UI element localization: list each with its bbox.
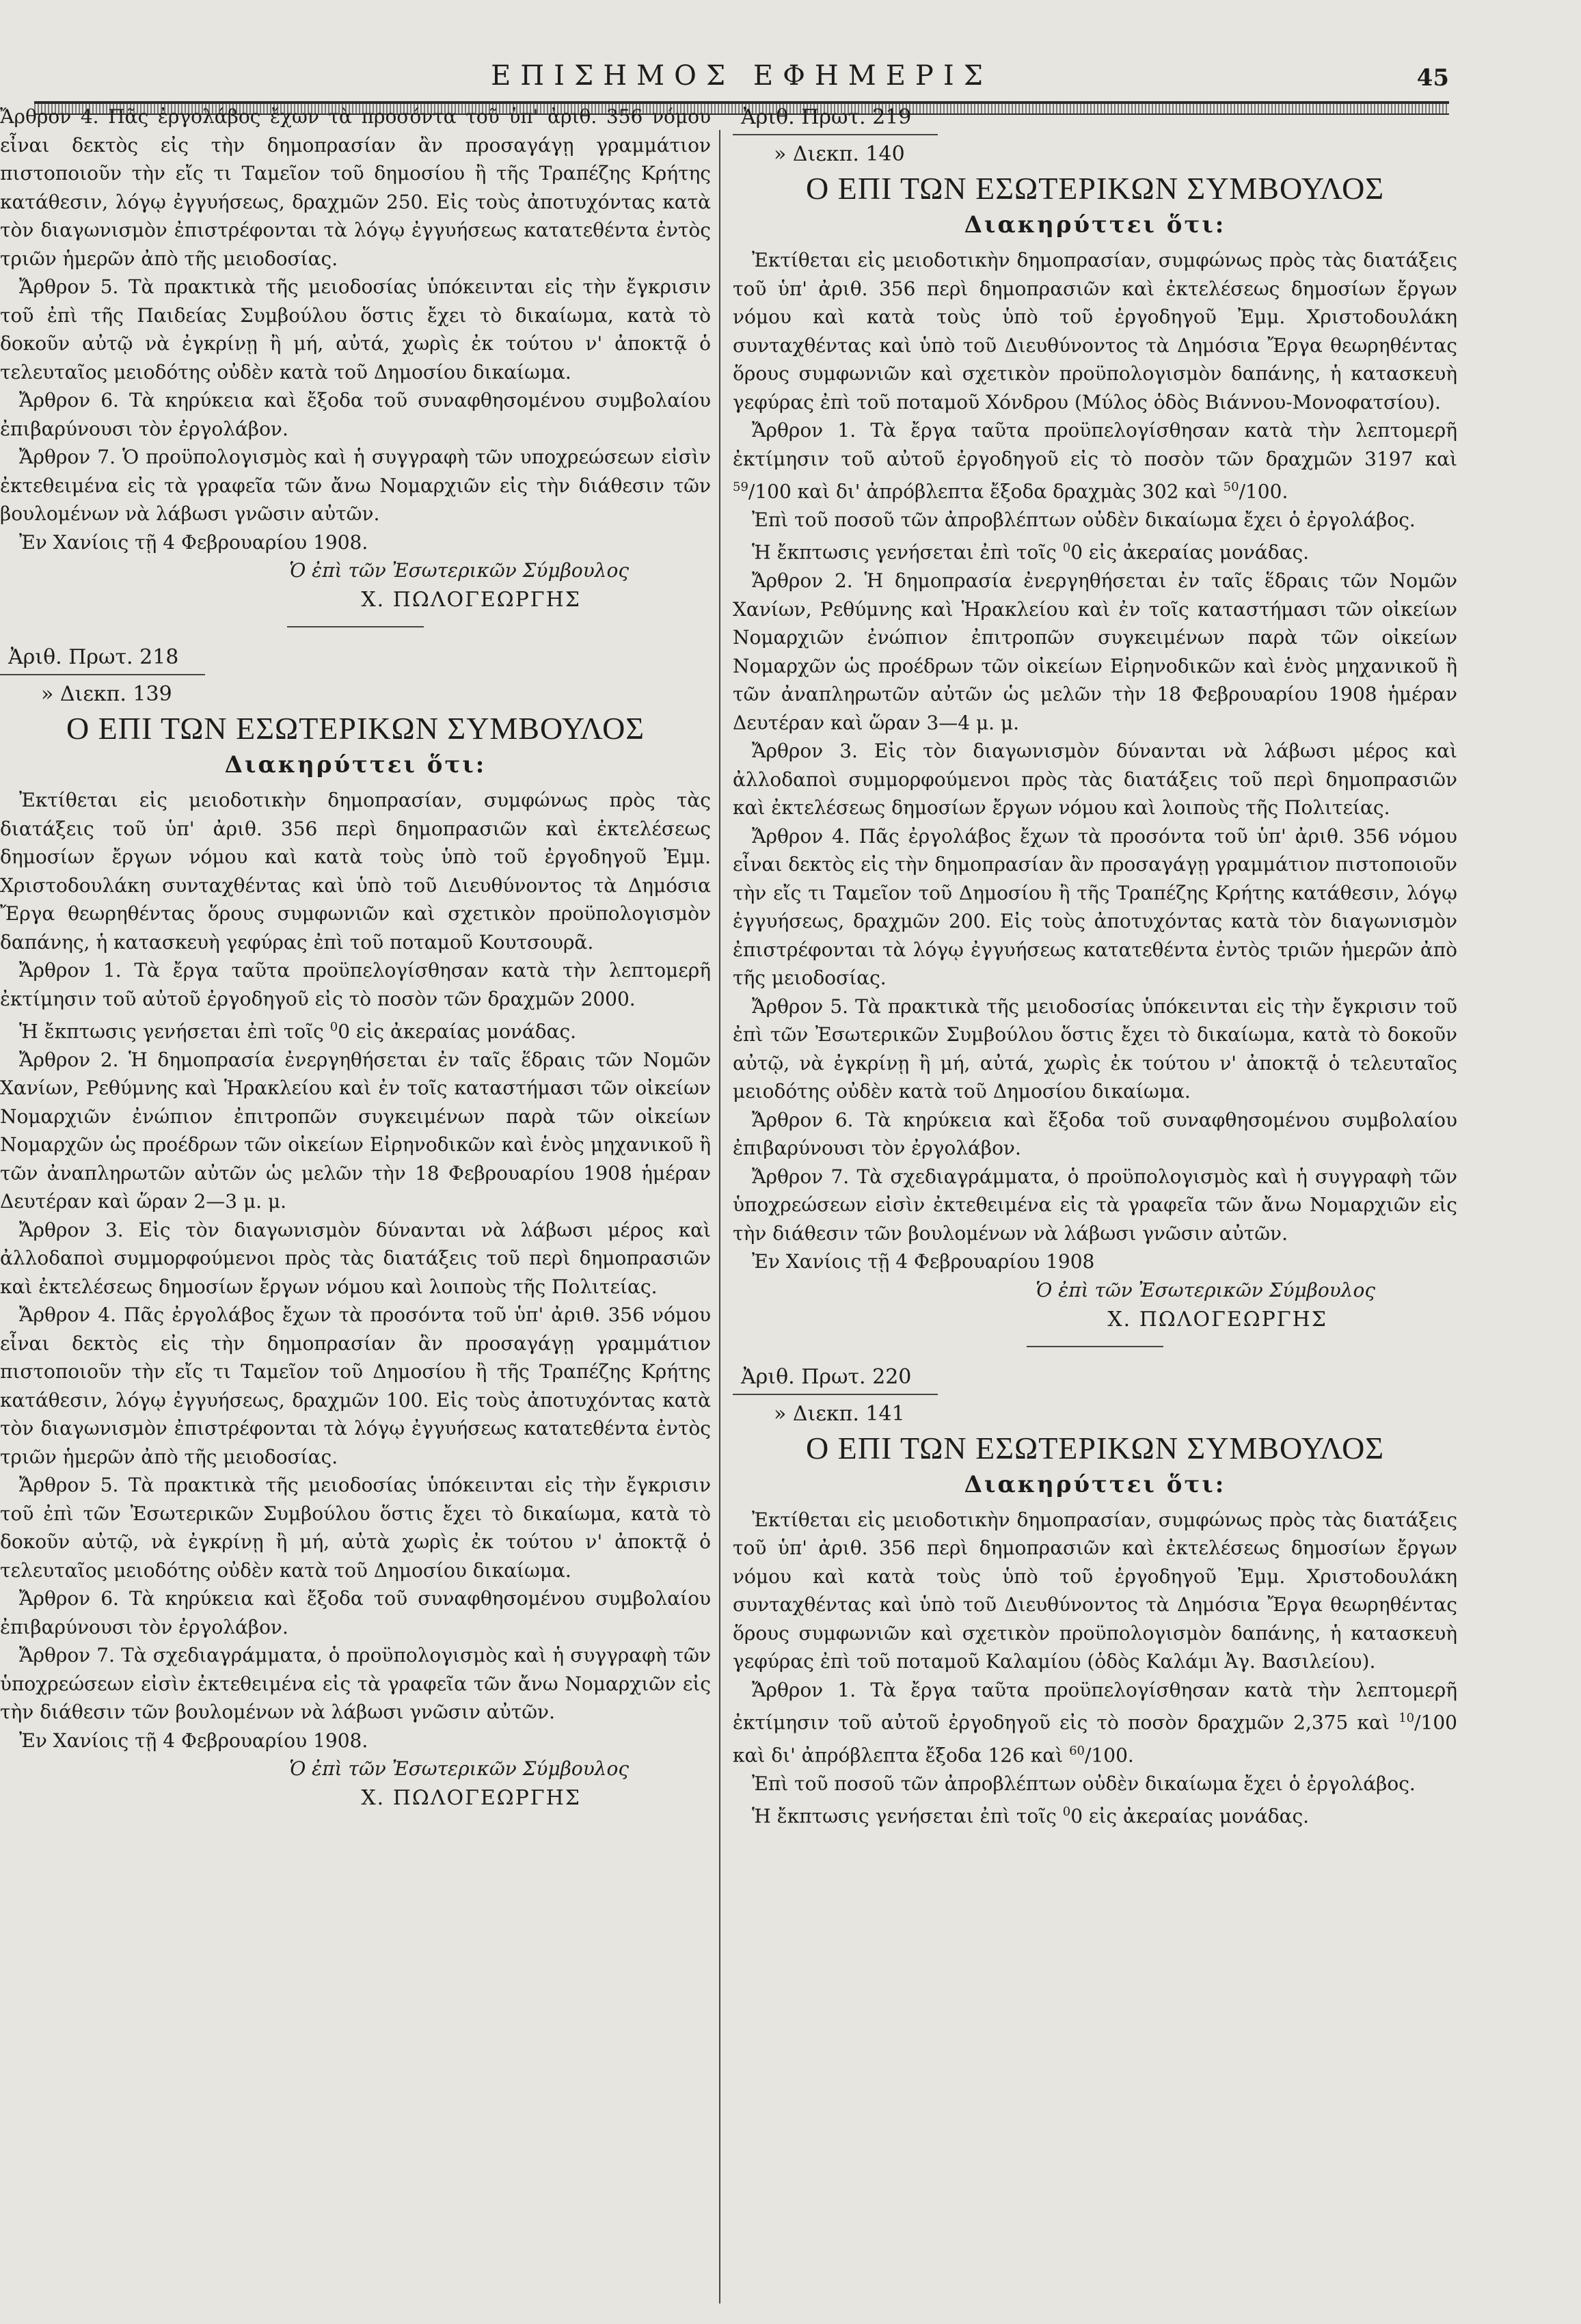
notice-announcement: Διακηρύττει ὅτι:: [964, 1470, 1226, 1498]
protocol-rule: [0, 674, 205, 675]
article-paragraph: [733, 1676, 1457, 1770]
text-fragment: /100 καὶ δι' ἀπρόβλεπτα ἔξοδα 126 καὶ: [733, 1711, 1457, 1767]
article-paragraph: Ἄρθρον 5. Τὰ πρακτικὰ τῆς μειοδοσίας ὑπόκεινται εἰς τὴν ἔγκρισιν τοῦ ἐπὶ τῆς Παιδείας Συμβούλου ὅστις ἔχει τὸ δικαίωμα, κατὰ τὸ δοκοῦν αὐτῷ νὰ ἐγκρίνῃ ἢ μή, αὐτά, χωρὶς ἐκ τούτου ν' ἀποκτᾷ ὁ τελευταῖος μειοδότης οὐδὲν κατὰ τοῦ Δημοσίου δικαίωμα.: [0, 275, 711, 383]
article-paragraph: Ἐκτίθεται εἰς μειοδοτικὴν δημοπρασίαν, συμφώνως πρὸς τὰς διατάξεις τοῦ ὑπ' ἀριθ. 356 περὶ δημοπρασιῶν καὶ ἐκτελέσεως δημοσίων ἔργων νόμου καὶ κατὰ τοὺς ὑπὸ τοῦ ἐργοδηγοῦ Ἐμμ. Χριστοδουλάκη συνταχθέντας καὶ ὑπὸ τοῦ Διευθύνοντος τὰ Δημόσια Ἔργα θεωρηθέντας ὅρους συμφωνιῶν καὶ σχετικὸν προϋπολογισμὸν δαπάνης, ἡ κατασκευὴ γεφύρας ἐπὶ τοῦ ποταμοῦ Χόνδρου (Μύλος ὁδὸς Βιάννου-Μονοφατσίου).: [733, 249, 1457, 414]
gazette-title: ΕΠΙΣΗΜΟΣ ΕΦΗΜΕΡΙΣ: [491, 60, 992, 92]
article-paragraph: Ἄρθρον 7. Τὰ σχεδιαγράμματα, ὁ προϋπολογισμὸς καὶ ἡ συγγραφὴ τῶν ὑποχρεώσεων εἰσὶν ἐκτεθειμένα εἰς τὰ γραφεῖα τῶν ἄνω Νομαρχιῶν εἰς τὴν διάθεσιν τῶν βουλομένων νὰ λάβωσι γνῶσιν αὐτῶν.: [733, 1165, 1457, 1245]
text-fragment: Ἡ ἔκπτωσις γενήσεται ἐπὶ τοῖς: [19, 1020, 330, 1043]
superscript: 60: [1069, 1743, 1085, 1758]
article-paragraph: [733, 534, 1457, 567]
article-paragraph: [733, 1798, 1457, 1830]
article-paragraph: Ἄρθρον 4. Πᾶς ἐργολάβος ἔχων τὰ προσόντα τοῦ ὑπ' ἀριθ. 356 νόμου εἶναι δεκτὸς εἰς τὴν δημοπρασίαν ἂν προσαγάγῃ γραμμάτιον πιστοποιοῦν τὴν εἴς τι Ταμεῖον τοῦ Δημοσίου ἢ τῆς Τραπέζης Κρήτης κατάθεσιν, λόγῳ ἐγγυήσεως, δραχμῶν 100. Εἰς τοὺς ἀποτυχόντας κατὰ τὸν διαγωνισμὸν ἐπιστρέφονται τὰ λόγῳ ἐγγυήσεως κατατεθέντα ἐντὸς τριῶν ἡμερῶν ἀπὸ τῆς μειοδοσίας.: [0, 1303, 711, 1468]
protocol-rule: [733, 1394, 938, 1395]
signature-title: Ὁ ἐπὶ τῶν Ἐσωτερικῶν Σύμβουλος: [289, 1757, 629, 1781]
protocol-number: Ἀριθ. Πρωτ. 218: [8, 645, 179, 669]
article-paragraph: Ἄρθρον 6. Τὰ κηρύκεια καὶ ἔξοδα τοῦ συναφθησομένου συμβολαίου ἐπιβαρύνουσι τὸν ἐργολάβον.: [0, 389, 711, 440]
superscript: 50: [1223, 480, 1239, 494]
article-paragraph: Ἄρθρον 3. Εἰς τὸν διαγωνισμὸν δύνανται νὰ λάβωσι μέρος καὶ ἀλλοδαποὶ συμμορφούμενοι πρὸς τὰς διατάξεις τοῦ περὶ δημοπρασιῶν καὶ ἐκτελέσεως δημοσίων ἔργων νόμου καὶ λοιποὺς τῆς Πολιτείας.: [733, 740, 1457, 820]
article-paragraph: Ἄρθρον 6. Τὰ κηρύκεια καὶ ἔξοδα τοῦ συναφθησομένου συμβολαίου ἐπιβαρύνουσι τὸν ἐργολάβον.: [0, 1587, 711, 1638]
superscript: 10: [1398, 1711, 1415, 1726]
article-paragraph: Ἐπὶ τοῦ ποσοῦ τῶν ἀπροβλέπτων οὐδὲν δικαίωμα ἔχει ὁ ἐργολάβος.: [752, 508, 1416, 531]
article-paragraph: Ἐπὶ τοῦ ποσοῦ τῶν ἀπροβλέπτων οὐδὲν δικαίωμα ἔχει ὁ ἐργολάβος.: [752, 1772, 1416, 1795]
notice-date: Ἐν Χανίοις τῇ 4 Φεβρουαρίου 1908: [752, 1250, 1095, 1273]
notice-title: Ο ΕΠΙ ΤΩΝ ΕΣΩΤΕΡΙΚΩΝ ΣΥΜΒΟΥΛΟΣ: [66, 711, 645, 746]
article-paragraph: Ἄρθρον 2. Ἡ δημοπρασία ἐνεργηθήσεται ἐν ταῖς ἕδραις τῶν Νομῶν Χανίων, Ρεθύμνης καὶ Ἡρακλείου καὶ ἐν τοῖς καταστήμασι τῶν οἰκείων Νομαρχιῶν ἐνώπιον ἐπιτροπῶν συγκειμένων παρὰ τῶν οἰκείων Νομαρχῶν ὡς προέδρων τῶν οἰκείων Εἰρηνοδικῶν καὶ ἑνὸς μηχανικοῦ ἢ τῶν ἀναπληρωτῶν αὐτῶν ὡς μελῶν τὴν 18 Φεβρουαρίου 1908 ἡμέραν Δευτέραν καὶ ὥραν 2—3 μ. μ.: [0, 1048, 711, 1213]
text-fragment: 0 εἰς ἀκεραίας μονάδας.: [338, 1020, 577, 1043]
notice-date: Ἐν Χανίοις τῇ 4 Φεβρουαρίου 1908.: [19, 530, 368, 554]
article-paragraph: Ἄρθρον 5. Τὰ πρακτικὰ τῆς μειοδοσίας ὑπόκεινται εἰς τὴν ἔγκρισιν τοῦ ἐπὶ τῶν Ἐσωτερικῶν Συμβούλου ὅστις ἔχει τὸ δικαίωμα, κατὰ τὸ δοκοῦν αὐτῷ, νὰ ἐγκρίνῃ ἢ μή, αὐτὰ χωρὶς ἐκ τούτου ν' ἀποκτᾷ ὁ τελευταῖος μειοδότης οὐδὲν κατὰ τοῦ Δημοσίου δικαίωμα.: [0, 1474, 711, 1582]
notice-announcement: Διακηρύττει ὅτι:: [224, 751, 487, 779]
notice-date: Ἐν Χανίοις τῇ 4 Φεβρουαρίου 1908.: [19, 1729, 368, 1752]
protocol-number: Ἀριθ. Πρωτ. 219: [741, 105, 912, 129]
signature-name: Χ. ΠΩΛΟΓΕΩΡΓΗΣ: [1107, 1307, 1327, 1332]
article-paragraph: Ἄρθρον 7. Ὁ προϋπολογισμὸς καὶ ἡ συγγραφὴ τῶν υποχρεώσεων εἰσὶν ἐκτεθειμένα εἰς τὰ γραφεῖα τῶν ἄνω Νομαρχιῶν εἰς τὴν διάθεσιν τῶν βουλομένων νὰ λάβωσι γνῶσιν αὐτῶν.: [0, 446, 711, 525]
article-paragraph: Ἄρθρον 2. Ἡ δημοπρασία ἐνεργηθήσεται ἐν ταῖς ἕδραις τῶν Νομῶν Χανίων, Ρεθύμνης καὶ Ἡρακλείου καὶ ἐν τοῖς καταστήμασι τῶν οἰκείων Νομαρχιῶν ἐνώπιον ἐπιτροπῶν συγκειμένων παρὰ τῶν οἰκείων Νομαρχῶν ὡς προέδρων τῶν οἰκείων Εἰρηνοδικῶν καὶ ἑνὸς μηχανικοῦ ἢ τῶν ἀναπληρωτῶν αὐτῶν ὡς μελῶν τὴν 18 Φεβρουαρίου 1908 ἡμέραν Δευτέραν καὶ ὥραν 3—4 μ. μ.: [733, 569, 1457, 734]
text-fragment: /100.: [1085, 1744, 1134, 1767]
notice-title: Ο ΕΠΙ ΤΩΝ ΕΣΩΤΕΡΙΚΩΝ ΣΥΜΒΟΥΛΟΣ: [805, 1430, 1385, 1465]
notice-announcement: Διακηρύττει ὅτι:: [964, 211, 1226, 239]
text-fragment: Ἡ ἔκπτωσις γενήσεται ἐπὶ τοῖς: [752, 541, 1063, 564]
article-paragraph: Ἄρθρον 4. Πᾶς ἐργολάβος ἔχων τὰ προσόντα τοῦ ὑπ' ἀριθ. 356 νόμου εἶναι δεκτὸς εἰς τὴν δημοπρασίαν ἂν προσαγάγῃ γραμμάτιον πιστοποιοῦν τὴν εἴς τι Ταμεῖον τοῦ Δημοσίου ἢ τῆς Τραπέζης Κρήτης κατάθεσιν, λόγῳ ἐγγυήσεως, δραχμῶν 200. Εἰς τοὺς ἀποτυχόντας κατὰ τὸν διαγωνισμὸν ἐπιστρέφονται τὰ λόγῳ ἐγγυήσεως κατατεθέντα ἐντὸς τριῶν ἡμερῶν ἀπὸ τῆς μειοδοσίας.: [733, 824, 1457, 990]
dispatch-number: » Διεκπ. 141: [774, 1401, 905, 1426]
column-divider: [719, 130, 720, 2303]
article-paragraph: Ἄρθρον 1. Τὰ ἔργα ταῦτα προϋπελογίσθησαν κατὰ τὴν λεπτομερῆ ἐκτίμησιν τοῦ αὐτοῦ ἐργοδηγοῦ εἰς τὸ ποσὸν τῶν δραχμῶν 2000.: [0, 959, 711, 1010]
page-number: 45: [1416, 64, 1449, 92]
article-paragraph: Ἐκτίθεται εἰς μειοδοτικὴν δημοπρασίαν, συμφώνως πρὸς τὰς διατάξεις τοῦ ὑπ' ἀριθ. 356 περὶ δημοπρασιῶν καὶ ἐκτελέσεως δημοσίων ἔργων νόμου καὶ κατὰ τοὺς ὑπὸ τοῦ ἐργοδηγοῦ Ἐμμ. Χριστοδουλάκη συνταχθέντας καὶ ὑπὸ τοῦ Διευθύνοντος τὰ Δημόσια Ἔργα θεωρηθέντας ὅρους συμφωνιῶν καὶ σχετικὸν προϋπολογισμὸν δαπάνης, ἡ κατασκευὴ γεφύρας ἐπὶ τοῦ ποταμοῦ Καλαμίου (ὁδὸς Καλάμι Ἀγ. Βασιλείου).: [733, 1508, 1457, 1673]
right-column: [733, 103, 1457, 2303]
article-paragraph: Ἄρθρον 6. Τὰ κηρύκεια καὶ ἔξοδα τοῦ συναφθησομένου συμβολαίου ἐπιβαρύνουσι τὸν ἐργολάβον.: [733, 1108, 1457, 1160]
left-column: [0, 103, 711, 2303]
article-paragraph: Ἐκτίθεται εἰς μειοδοτικὴν δημοπρασίαν, συμφώνως πρὸς τὰς διατάξεις τοῦ ὑπ' ἀριθ. 356 περὶ δημοπρασιῶν καὶ ἐκτελέσεως δημοσίων ἔργων νόμου καὶ κατὰ τοὺς ὑπὸ τοῦ ἐργοδηγοῦ Ἐμμ. Χριστοδουλάκη συνταχθέντας καὶ ὑπὸ τοῦ Διευθύνοντος τὰ Δημόσια Ἔργα θεωρηθέντας ὅρους συμφωνιῶν καὶ σχετικὸν προϋπολογισμὸν δαπάνης, ἡ κατασκευὴ γεφύρας ἐπὶ τοῦ ποταμοῦ Κουτσουρᾶ.: [0, 789, 711, 954]
dispatch-number: » Διεκπ. 139: [41, 682, 172, 706]
page-header: [34, 41, 1449, 103]
section-separator: [1027, 1346, 1163, 1347]
superscript: 0: [1062, 1805, 1071, 1820]
text-fragment: 0 εἰς ἀκεραίας μονάδας.: [1070, 541, 1310, 564]
dispatch-number: » Διεκπ. 140: [774, 142, 905, 166]
protocol-number: Ἀριθ. Πρωτ. 220: [741, 1364, 912, 1389]
article-paragraph: Ἄρθρον 5. Τὰ πρακτικὰ τῆς μειοδοσίας ὑπόκεινται εἰς τὴν ἔγκρισιν τοῦ ἐπὶ τῶν Ἐσωτερικῶν Συμβούλου ὅστις ἔχει τὸ δικαίωμα, κατὰ τὸ δοκοῦν αὐτῷ, νὰ ἐγκρίνῃ ἢ μή, αὐτά, χωρὶς ἐκ τούτου ν' ἀποκτᾷ ὁ τελευταῖος μειοδότης οὐδὲν κατὰ τοῦ Δημοσίου δικαίωμα.: [733, 995, 1457, 1103]
signature-name: Χ. ΠΩΛΟΓΕΩΡΓΗΣ: [361, 1786, 581, 1811]
article-paragraph: [733, 416, 1457, 506]
notice-title: Ο ΕΠΙ ΤΩΝ ΕΣΩΤΕΡΙΚΩΝ ΣΥΜΒΟΥΛΟΣ: [805, 171, 1385, 206]
article-paragraph: [0, 1013, 711, 1046]
text-fragment: /100.: [1239, 480, 1288, 503]
superscript: 0: [1062, 541, 1071, 556]
text-fragment: Ἡ ἔκπτωσις γενήσεται ἐπὶ τοῖς: [752, 1805, 1063, 1828]
superscript: 59: [733, 480, 748, 494]
superscript: 0: [329, 1020, 338, 1034]
article-paragraph: Ἄρθρον 7. Τὰ σχεδιαγράμματα, ὁ προϋπολογισμὸς καὶ ἡ συγγραφὴ τῶν ὑποχρεώσεων εἰσὶν ἐκτεθειμένα εἰς τὰ γραφεῖα τῶν ἄνω Νομαρχιῶν εἰς τὴν διάθεσιν τῶν βουλομένων νὰ λάβωσι γνῶσιν αὐτῶν.: [0, 1644, 711, 1724]
article-paragraph: Ἄρθρον 4. Πᾶς ἐργολάβος ἔχων τὰ προσόντα τοῦ ὑπ' ἀριθ. 356 νόμου εἶναι δεκτὸς εἰς τὴν δημοπρασίαν ἂν προσαγάγῃ γραμμάτιον πιστοποιοῦν τὴν εἴς τι Ταμεῖον τοῦ δημοσίου ἢ τῆς Τραπέζης Κρήτης κατάθεσιν, λόγῳ ἐγγυήσεως, δραχμῶν 250. Εἰς τοὺς ἀποτυχόντας κατὰ τὸν διαγωνισμὸν ἐπιστρέφονται τὰ λόγῳ ἐγγυήσεως κατατεθέντα ἐντὸς τριῶν ἡμερῶν ἀπὸ τῆς μειοδοσίας.: [0, 105, 711, 270]
article-paragraph: Ἄρθρον 3. Εἰς τὸν διαγωνισμὸν δύνανται νὰ λάβωσι μέρος καὶ ἀλλοδαποὶ συμμορφούμενοι πρὸς τὰς διατάξεις τοῦ περὶ δημοπρασιῶν καὶ ἐκτελέσεως δημοσίων ἔργων νόμου καὶ λοιποὺς τῆς Πολιτείας.: [0, 1218, 711, 1298]
text-fragment: 0 εἰς ἀκεραίας μονάδας.: [1070, 1805, 1310, 1828]
signature-title: Ὁ ἐπὶ τῶν Ἐσωτερικῶν Σύμβουλος: [1036, 1278, 1375, 1301]
text-fragment: Ἄρθρον 1. Τὰ ἔργα ταῦτα προϋπελογίσθησαν κατὰ τὴν λεπτομερῆ ἐκτίμησιν τοῦ αὐτοῦ ἐργοδηγοῦ εἰς τὸ ποσὸν δραχμῶν 2,375 καὶ: [733, 1678, 1457, 1734]
protocol-rule: [733, 134, 938, 135]
text-fragment: /100 καὶ δι' ἀπρόβλεπτα ἔξοδα δραχμὰς 302 καὶ: [748, 480, 1224, 503]
text-fragment: Ἄρθρον 1. Τὰ ἔργα ταῦτα προϋπελογίσθησαν κατὰ τὴν λεπτομερῆ ἐκτίμησιν τοῦ αὐτοῦ ἐργοδηγοῦ εἰς τὸ ποσὸν τῶν δραχμῶν 3197 καὶ: [733, 419, 1457, 470]
signature-title: Ὁ ἐπὶ τῶν Ἐσωτερικῶν Σύμβουλος: [289, 559, 629, 582]
signature-name: Χ. ΠΩΛΟΓΕΩΡΓΗΣ: [361, 588, 581, 612]
section-separator: [287, 626, 424, 627]
